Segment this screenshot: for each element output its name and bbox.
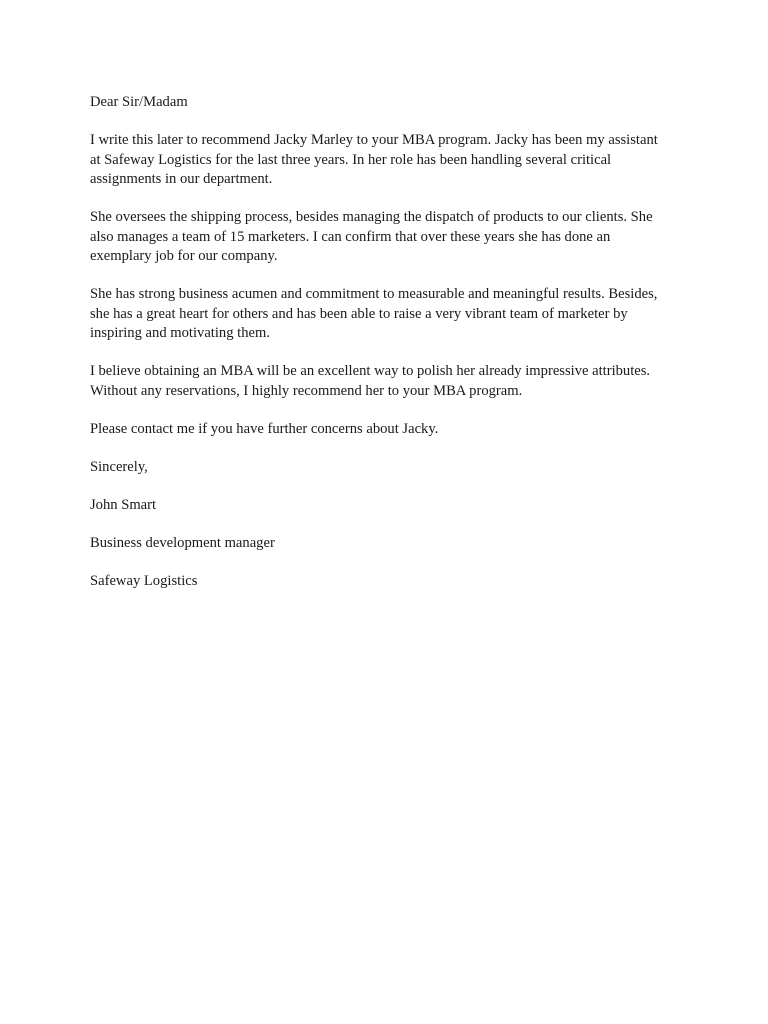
paragraph-line: inspiring and motivating them. (90, 325, 270, 341)
paragraph-line: exemplary job for our company. (90, 248, 278, 264)
body-paragraph-4 (90, 362, 690, 401)
paragraph-line: Please contact me if you have further concerns about Jacky. (90, 420, 439, 437)
salutation: Dear Sir/Madam (90, 94, 188, 110)
body-paragraph-1 (90, 131, 690, 190)
paragraph-line: I believe obtaining an MBA will be an excellent way to polish her already impressive attributes. (90, 363, 651, 379)
signature-company: Safeway Logistics (90, 572, 198, 589)
closing: Sincerely, (90, 458, 148, 475)
signature-title: Business development manager (90, 534, 275, 551)
recommendation-letter (90, 93, 690, 610)
paragraph-line: she has a great heart for others and has been able to raise a very vibrant team of marketer by (90, 305, 628, 322)
paragraph-line: She oversees the shipping process, besides managing the dispatch of products to our clients. She (90, 209, 653, 225)
paragraph-line: Without any reservations, I highly recommend her to your MBA program. (90, 382, 523, 399)
paragraph-line: also manages a team of 15 marketers. I can confirm that over these years she has done an (90, 228, 611, 245)
paragraph-line: I write this later to recommend Jacky Marley to your MBA program. Jacky has been my assistant (90, 132, 658, 148)
paragraph-line: at Safeway Logistics for the last three years. In her role has been handling several critical (90, 151, 612, 168)
signature-name: John Smart (90, 496, 157, 513)
paragraph-line: assignments in our department. (90, 171, 273, 187)
body-paragraph-5 (90, 420, 690, 440)
body-paragraph-2 (90, 208, 690, 267)
body-paragraph-3 (90, 285, 690, 344)
paragraph-line: She has strong business acumen and commitment to measurable and meaningful results. Besides, (90, 286, 658, 302)
